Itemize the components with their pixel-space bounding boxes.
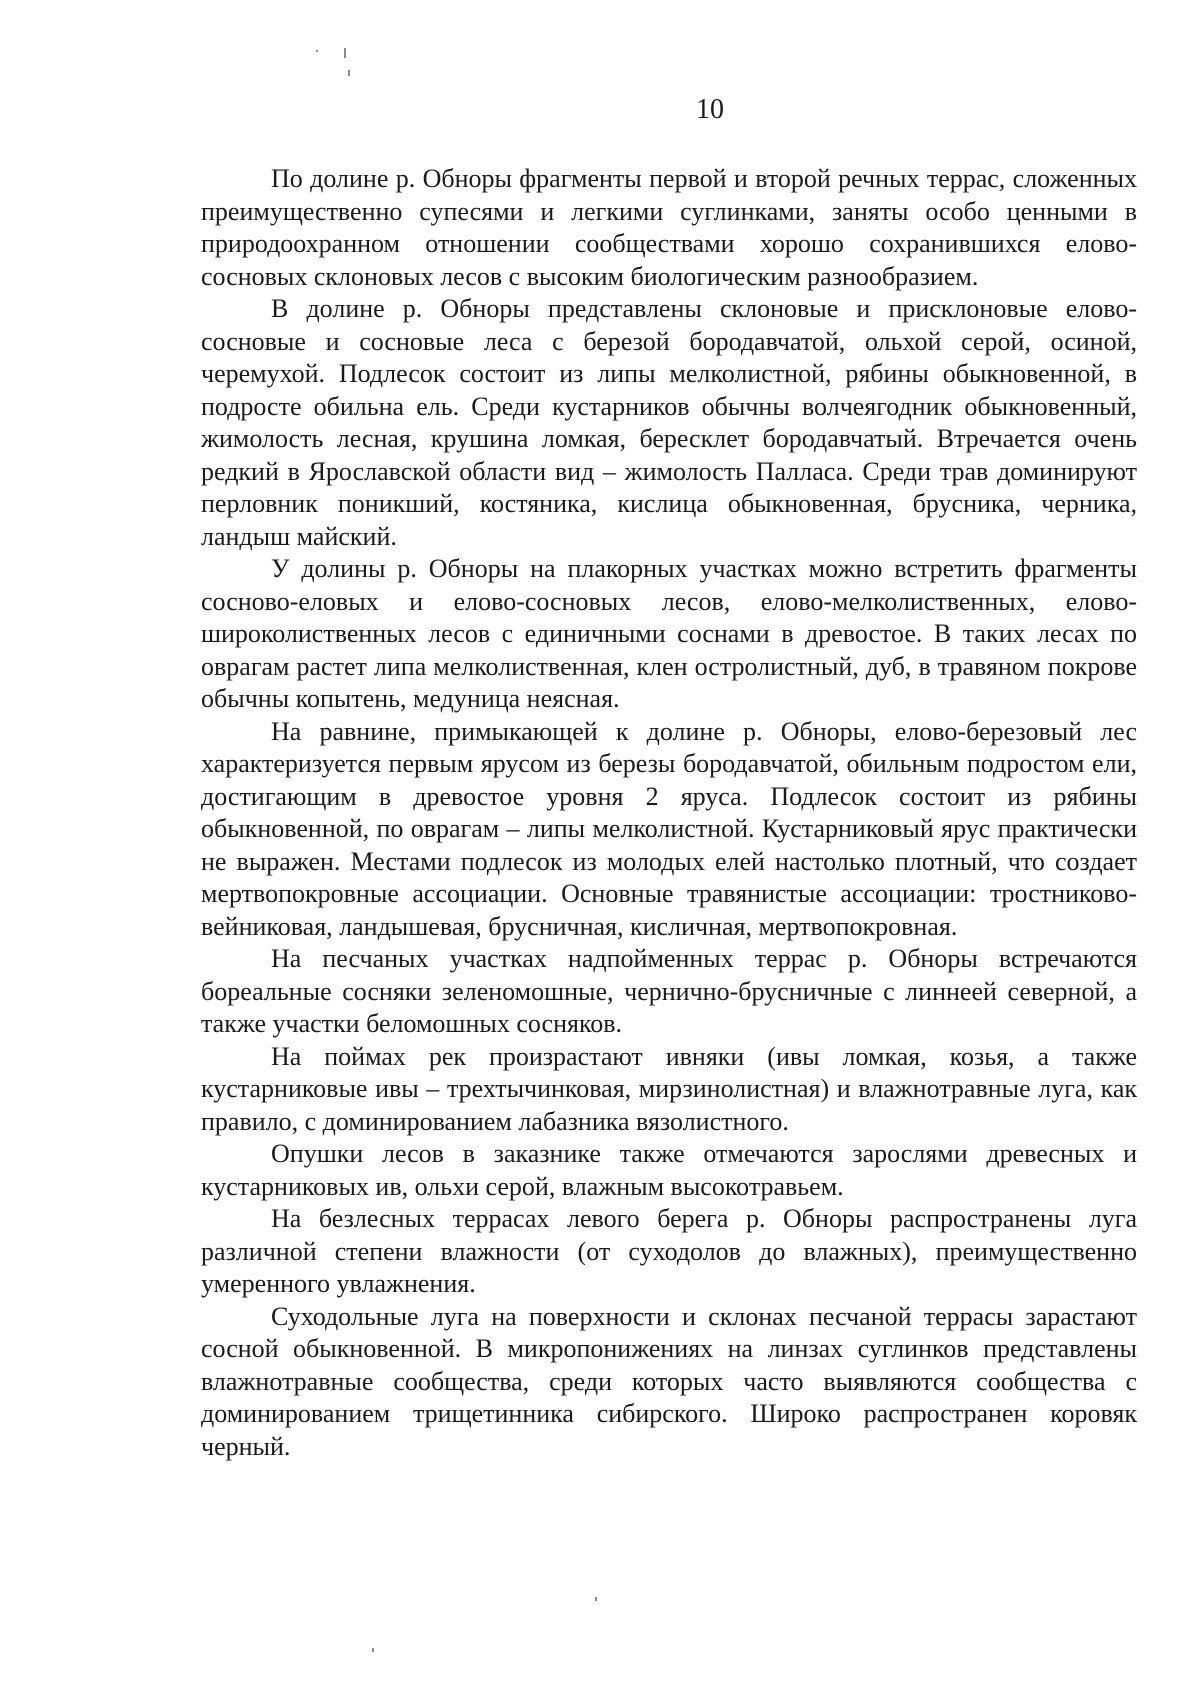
paragraph: В долине р. Обноры представлены склоновые и присклоновые елово-сосновые и сосновые леса с березой бородавчатой, ольхой серой, осиной, черемухой. Подлесок состоит из липы мелколистной, рябины обыкновенной, в подросте обильна ель. Среди кустарников обычны волчеягодник обыкновенный, жимолость лесная, крушина ломкая, бересклет бородавчатый. Втречается очень редкий в Ярославской области вид – жимолость Палласа. Среди трав доминируют перловник поникший, костяника, кислица обыкновенная, брусника, черника, ландыш майский. [201, 294, 1137, 551]
paragraph: На песчаных участках надпойменных террас р. Обноры встречаются бореальные сосняки зеленомошные, чернично-брусничные с линнеей северной, а также участки беломошных сосняков. [201, 944, 1137, 1038]
scan-speck [372, 1648, 374, 1652]
scan-speck [316, 50, 318, 52]
paragraph: На безлесных террасах левого берега р. Обноры распространены луга различной степени влажности (от суходолов до влажных), преимущественно умеренного увлажнения. [201, 1204, 1137, 1298]
scan-speck [595, 1597, 597, 1601]
scan-speck [348, 70, 350, 76]
paragraph: На равнине, примыкающей к долине р. Обноры, елово-березовый лес характеризуется первым ярусом из березы бородавчатой, обильным подростом ели, достигающим в древостое уровня 2 яруса. Подлесок состоит из рябины обыкновенной, по оврагам – липы мелколистной. Кустарниковый ярус практически не выражен. Местами подлесок из молодых елей настолько плотный, что создает мертвопокровные ассоциации. Основные травянистые ассоциации: тростниково-вейниковая, ландышевая, брусничная, кисличная, мертвопокровная. [201, 716, 1137, 941]
paragraph: По долине р. Обноры фрагменты первой и второй речных террас, сложенных преимущественно супесями и легкими суглинками, заняты особо ценными в природоохранном отношении сообществами хорошо сохранившихся елово-сосновых склоновых лесов с высоким биологическим разнообразием. [201, 164, 1137, 291]
paragraph: Суходольные луга на поверхности и склонах песчаной террасы зарастают сосной обыкновенной. В микропонижениях на линзах суглинков представлены влажнотравные сообщества, среди которых часто выявляются сообщества с доминированием трищетинника сибирского. Широко распространен коровяк черный. [201, 1301, 1137, 1461]
paragraph: У долины р. Обноры на плакорных участках можно встретить фрагменты сосново-еловых и елово-сосновых лесов, елово-мелколиственных, елово-широколиственных лесов с единичными соснами в древостое. В таких лесах по оврагам растет липа мелколиственная, клен остролистный, дуб, в травяном покрове обычны копытень, медуница неясная. [201, 554, 1137, 713]
paragraph: Опушки лесов в заказнике также отмечаются зарослями древесных и кустарниковых ив, ольхи серой, влажным высокотравьем. [201, 1139, 1137, 1201]
paragraph: На поймах рек произрастают ивняки (ивы ломкая, козья, а также кустарниковые ивы – трехтычинковая, мирзинолистная) и влажнотравные луга, как правило, с доминированием лабазника вязолистного. [201, 1041, 1137, 1136]
scan-speck [344, 48, 346, 58]
document-body [201, 163, 1137, 1463]
page-number: 10 [696, 94, 724, 125]
